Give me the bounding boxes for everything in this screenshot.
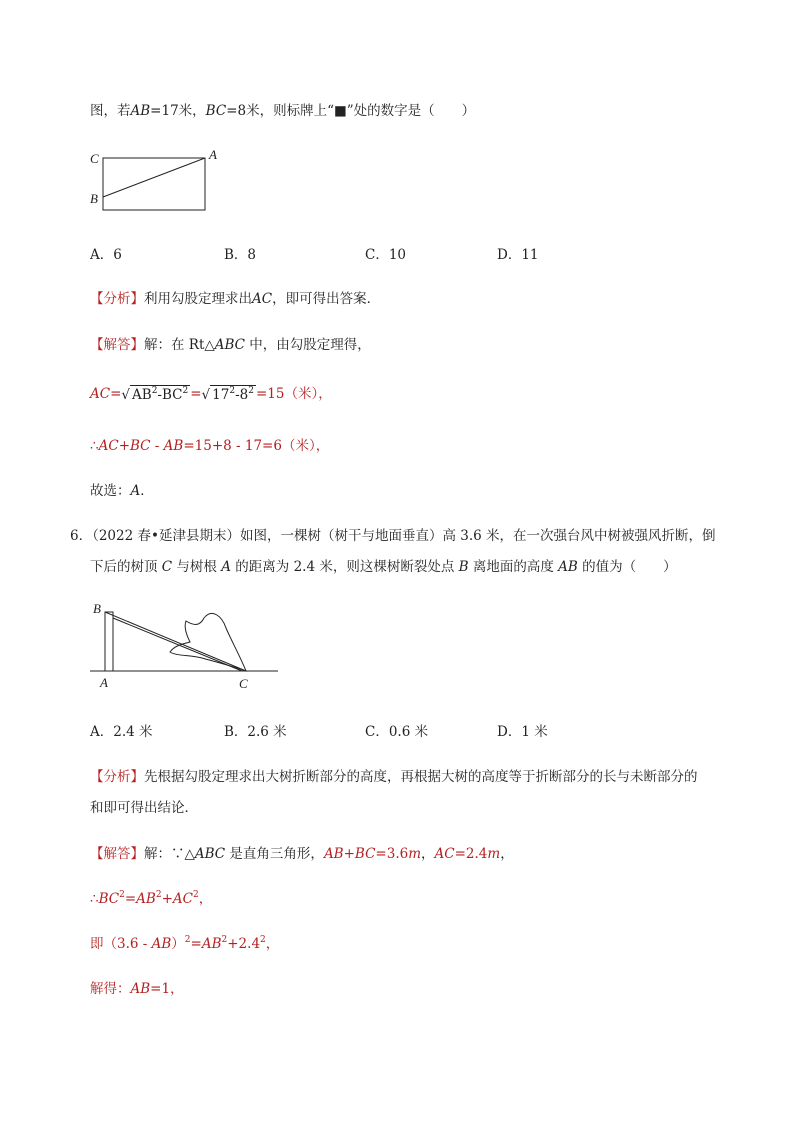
q5-stem: 图，若AB=17米，BC=8米，则标牌上“■”处的数字是（ ） — [90, 103, 476, 119]
sqrt-2: √ $17^2-8^2$ — [201, 385, 254, 403]
q6-solution-line-3: 即$(3.6 - AB)^2=AB^2+2.4^2$， — [90, 935, 280, 952]
q6-stem-line-1: 6．（2022 春•延津县期末）如图，一棵树（树干与地面垂直）高 3.6 米，在一次强台风中树被强风折断，倒 — [70, 528, 716, 544]
q6-option-b: B．2.6 米 — [224, 724, 287, 740]
q6-solution-line-1: 【解答】解：∵△ABC 是直角三角形，AB+BC=3.6m，AC=2.4m， — [90, 846, 514, 862]
q6-option-c: C．0.6 米 — [365, 724, 429, 740]
q5-analysis: 【分析】利用勾股定理求出AC，即可得出答案． — [90, 291, 381, 307]
q6-foliage — [170, 613, 246, 671]
sqrt-1: √ $AB^2-BC^2$ — [121, 385, 189, 403]
q6-label-A: A — [100, 675, 108, 690]
q6-fallen-top-upper — [105, 612, 246, 671]
q5-equation-2: ∴AC+BC - AB=15+8 - 17=6（米）， — [90, 438, 330, 454]
q6-stem-line-2: 下后的树顶 C 与树根 A 的距离为 2.4 米，则这棵树断裂处点 B 离地面的高度 AB 的值为（ ） — [90, 559, 677, 575]
q5-label-B: B — [90, 191, 98, 206]
q6-option-a: A．2.4 米 — [90, 724, 153, 740]
q5-choice: 故选：A． — [90, 483, 154, 499]
q6-fallen-top-lower — [113, 618, 242, 671]
q6-solution-line-4: 解得：AB=1， — [90, 981, 184, 997]
q5-diagonal — [103, 158, 205, 197]
q6-option-d: D．1 米 — [497, 724, 548, 740]
black-square-icon: ■ — [334, 103, 347, 119]
q5-label-C: C — [90, 151, 99, 166]
q5-figure — [86, 145, 226, 215]
q5-option-d: D．11 — [497, 247, 539, 263]
q5-option-c: C．10 — [365, 247, 407, 263]
q6-trunk — [105, 612, 113, 671]
q5-solution: 【解答】解：在 Rt△ABC 中，由勾股定理得， — [90, 337, 371, 353]
q5-option-a: A．6 — [90, 247, 122, 263]
q5-label-A: A — [209, 147, 217, 162]
q6-solution-line-2: $\therefore BC^2=AB^2+AC^2$， — [90, 890, 213, 907]
q6-label-B: B — [93, 601, 101, 616]
q6-analysis-line-1: 【分析】先根据勾股定理求出大树折断部分的高度，再根据大树的高度等于折断部分的长与未断部分的 — [90, 769, 698, 785]
q6-analysis-line-2: 和即可得出结论． — [90, 800, 198, 816]
q5-rectangle — [103, 158, 205, 210]
q5-option-b: B．8 — [224, 247, 257, 263]
q6-figure — [86, 598, 286, 694]
q5-equation-1: AC=√ $AB^2-BC^2$ =√ $17^2-8^2 =15$（米）， — [90, 385, 332, 403]
q6-label-C: C — [239, 676, 248, 691]
